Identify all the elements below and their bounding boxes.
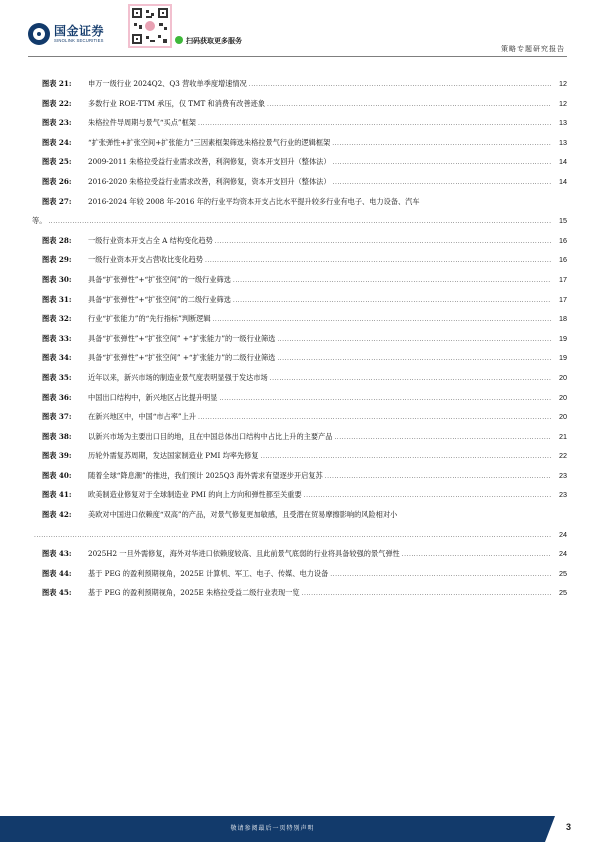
toc-entry[interactable] <box>42 407 567 427</box>
toc-figure-label: 图表 27: <box>42 196 72 206</box>
toc-figure-title: 多数行业 ROE-TTM 承压，仅 TMT 和消费有改善迹象 <box>88 98 266 108</box>
toc-figure-title: 2025H2 一旦外需修复，海外对华进口依赖度较高、且此前景气底弱的行业将具备较强的景气弹性 <box>88 549 400 559</box>
toc-dot-leader <box>219 389 551 408</box>
toc-figure-label: 图表 22: <box>42 98 72 108</box>
toc-figure-title: 2016-2024 年较 2008 年-2016 年的行业平均资本开支占比水平提升较多行业有电子、电力设备、汽车 <box>88 196 420 206</box>
toc-figure-title: 欧美制造业修复对于全球制造业 PMI 的向上方向和弹性都至关重要 <box>88 490 302 500</box>
toc-figure-label: 图表 31: <box>42 294 72 304</box>
toc-dot-leader <box>215 232 551 251</box>
toc-entry[interactable] <box>42 583 567 603</box>
toc-page-number: 16 <box>559 235 567 245</box>
toc-page-number: 16 <box>559 255 567 265</box>
toc-dot-leader <box>333 153 551 172</box>
toc-page-number: 20 <box>559 392 567 402</box>
toc-figure-title: 随着全球“降息潮”的推进，我们预计 2025Q3 海外需求有望逐步开启复苏 <box>88 470 323 480</box>
toc-page-number: 19 <box>559 333 567 343</box>
toc-page-number: 17 <box>559 294 567 304</box>
toc-figure-title: 中国出口结构中，新兴地区占比提升明显 <box>88 392 218 402</box>
toc-figure-label: 图表 37: <box>42 412 72 422</box>
toc-figure-label: 图表 40: <box>42 470 72 480</box>
page-footer <box>0 816 595 842</box>
toc-entry[interactable] <box>42 446 567 466</box>
toc-figure-label: 图表 26: <box>42 176 72 186</box>
toc-figure-title: 行业“扩张能力”的“先行指标”判断逻辑 <box>88 314 211 324</box>
toc-dot-leader <box>267 95 551 114</box>
toc-figure-label: 图表 45: <box>42 588 72 598</box>
qr-code-icon[interactable] <box>128 4 172 48</box>
toc-entry[interactable] <box>42 564 567 584</box>
toc-page-number: 14 <box>559 157 567 167</box>
toc-figure-label: 图表 44: <box>42 568 72 578</box>
toc-dot-leader <box>48 212 551 231</box>
toc-figure-title: 历轮外需复苏周期，发达国家制造业 PMI 均率先修复 <box>88 451 259 461</box>
toc-dot-leader <box>302 584 551 603</box>
toc-entry[interactable] <box>42 152 567 172</box>
toc-figure-title: 具备“扩张弹性”+“扩张空间” +“扩张能力”的二级行业筛选 <box>88 353 276 363</box>
toc-page-number: 25 <box>559 568 567 578</box>
toc-figure-title: 朱格拉件导周期与景气“买点”框架 <box>88 118 196 128</box>
toc-figure-label: 图表 24: <box>42 137 72 147</box>
toc-dot-leader <box>333 173 551 192</box>
toc-figure-title-continued: 等。 <box>32 216 47 226</box>
toc-figure-label: 图表 25: <box>42 157 72 167</box>
toc-page-number: 13 <box>559 118 567 128</box>
toc-figure-label: 图表 32: <box>42 314 72 324</box>
sinolink-logo-icon <box>28 23 50 45</box>
toc-figure-title: 具备“扩张弹性”+“扩张空间”的二级行业筛选 <box>88 294 231 304</box>
toc-entry[interactable] <box>42 329 567 349</box>
toc-figure-title: 基于 PEG 的盈利预期视角，2025E 朱格拉受益二级行业表现一览 <box>88 588 300 598</box>
page-number: 3 <box>565 822 571 832</box>
toc-page-number: 13 <box>559 137 567 147</box>
toc-figure-label: 图表 30: <box>42 274 72 284</box>
toc-dot-leader <box>270 369 551 388</box>
toc-figure-label: 图表 28: <box>42 235 72 245</box>
qr-caption: 扫码获取更多服务 <box>186 37 242 45</box>
logo-cn-text: 国金证券 <box>54 23 105 38</box>
toc-page-number: 17 <box>559 274 567 284</box>
toc-dot-leader <box>205 251 551 270</box>
toc-figure-title: 美欧对中国进口依赖度“双高”的产品，对景气修复更加敏感，且受潜在贸易摩擦影响的风险相对小 <box>88 510 398 520</box>
toc-entry[interactable] <box>42 133 567 153</box>
footer-disclaimer: 敬请参阅最后一页特别声明 <box>230 825 315 832</box>
toc-figure-label: 图表 29: <box>42 255 72 265</box>
toc-dot-leader <box>233 271 551 290</box>
toc-figure-label: 图表 38: <box>42 431 72 441</box>
table-of-figures <box>32 74 567 603</box>
toc-figure-label: 图表 35: <box>42 372 72 382</box>
toc-figure-label: 图表 42: <box>42 510 72 520</box>
toc-figure-title: 2009-2011 朱格拉受益行业需求改善，利润修复，资本开支回升（整体法） <box>88 157 331 167</box>
toc-entry[interactable] <box>42 270 567 290</box>
toc-entry[interactable] <box>42 544 567 564</box>
toc-entry[interactable] <box>42 290 567 310</box>
qr-center-emblem-icon <box>144 20 156 32</box>
toc-page-number: 25 <box>559 588 567 598</box>
toc-figure-label: 图表 39: <box>42 451 72 461</box>
toc-dot-leader <box>332 134 551 153</box>
toc-page-number: 14 <box>559 176 567 186</box>
toc-page-number: 20 <box>559 412 567 422</box>
header-divider <box>28 56 567 57</box>
toc-entry[interactable] <box>42 466 567 486</box>
toc-dot-leader <box>198 408 551 427</box>
toc-figure-label: 图表 41: <box>42 490 72 500</box>
toc-entry[interactable] <box>42 172 567 192</box>
toc-dot-leader <box>334 428 551 447</box>
toc-figure-title: 具备“扩张弹性”+“扩张空间” +“扩张能力”的一级行业筛选 <box>88 333 276 343</box>
toc-figure-title: 近年以来，新兴市场的制造业景气度表明显强于发达市场 <box>88 372 268 382</box>
toc-page-number: 22 <box>559 451 567 461</box>
toc-dot-leader <box>325 467 551 486</box>
toc-page-number: 24 <box>559 549 567 559</box>
toc-dot-leader <box>249 75 551 94</box>
toc-page-number: 20 <box>559 372 567 382</box>
toc-dot-leader <box>261 447 551 466</box>
toc-page-number: 19 <box>559 353 567 363</box>
toc-dot-leader <box>330 565 551 584</box>
toc-figure-title: 基于 PEG 的盈利预期视角，2025E 计算机、军工、电子、传媒、电力设备 <box>88 568 329 578</box>
toc-page-number: 18 <box>559 314 567 324</box>
wechat-icon <box>175 36 183 44</box>
toc-entry[interactable] <box>42 348 567 368</box>
page-header <box>0 0 595 60</box>
toc-figure-title: “扩张弹性+扩张空间+扩张能力”三因素框架筛选朱格拉景气行业的逻辑框架 <box>88 137 331 147</box>
document-type: 策略专题研究报告 <box>501 45 565 53</box>
toc-figure-label: 图表 23: <box>42 118 72 128</box>
toc-page-number: 23 <box>559 470 567 480</box>
toc-entry[interactable] <box>42 485 567 505</box>
toc-entry[interactable] <box>42 113 567 133</box>
toc-figure-label: 图表 21: <box>42 79 72 88</box>
sinolink-logo <box>28 20 104 48</box>
toc-figure-title: 具备“扩张弹性”+“扩张空间”的一级行业筛选 <box>88 274 231 284</box>
toc-page-number: 15 <box>559 216 567 226</box>
toc-page-number: 12 <box>559 79 567 88</box>
toc-entry[interactable] <box>42 74 567 94</box>
toc-entry[interactable] <box>42 505 567 544</box>
logo-en-text: SINOLINK SECURITIES <box>54 37 104 43</box>
toc-figure-title: 在新兴地区中，中国“市占率”上升 <box>88 412 196 422</box>
toc-page-number: 21 <box>559 431 567 441</box>
toc-dot-leader <box>34 526 551 545</box>
toc-entry[interactable] <box>42 309 567 329</box>
toc-page-number: 24 <box>559 529 567 539</box>
toc-entry[interactable] <box>42 388 567 408</box>
toc-figure-title: 一级行业资本开支占营收比变化趋势 <box>88 255 204 265</box>
toc-entry[interactable] <box>42 94 567 114</box>
toc-dot-leader <box>402 545 551 564</box>
toc-entry[interactable] <box>32 192 567 231</box>
toc-dot-leader <box>277 330 551 349</box>
toc-figure-title: 申万一级行业 2024Q2、Q3 营收单季度增速情况 <box>88 79 247 88</box>
toc-page-number: 12 <box>559 98 567 108</box>
toc-entry[interactable] <box>42 427 567 447</box>
toc-entry[interactable] <box>42 250 567 270</box>
toc-dot-leader <box>277 349 551 368</box>
toc-dot-leader <box>213 310 551 329</box>
toc-page-number: 23 <box>559 490 567 500</box>
toc-dot-leader <box>233 291 551 310</box>
toc-dot-leader <box>198 114 551 133</box>
toc-figure-title: 一级行业资本开支占全 A 结构变化趋势 <box>88 235 213 245</box>
toc-dot-leader <box>304 486 551 505</box>
toc-figure-title: 2016-2020 朱格拉受益行业需求改善，利润修复，资本开支回升（整体法） <box>88 176 331 186</box>
toc-figure-label: 图表 33: <box>42 333 72 343</box>
toc-figure-title: 以新兴市场为主要出口目的地，且在中国总体出口结构中占比上升的主要产品 <box>88 431 333 441</box>
toc-figure-label: 图表 43: <box>42 549 72 559</box>
toc-figure-label: 图表 36: <box>42 392 72 402</box>
toc-entry[interactable] <box>42 231 567 251</box>
toc-figure-label: 图表 34: <box>42 353 72 363</box>
toc-entry[interactable] <box>42 368 567 388</box>
